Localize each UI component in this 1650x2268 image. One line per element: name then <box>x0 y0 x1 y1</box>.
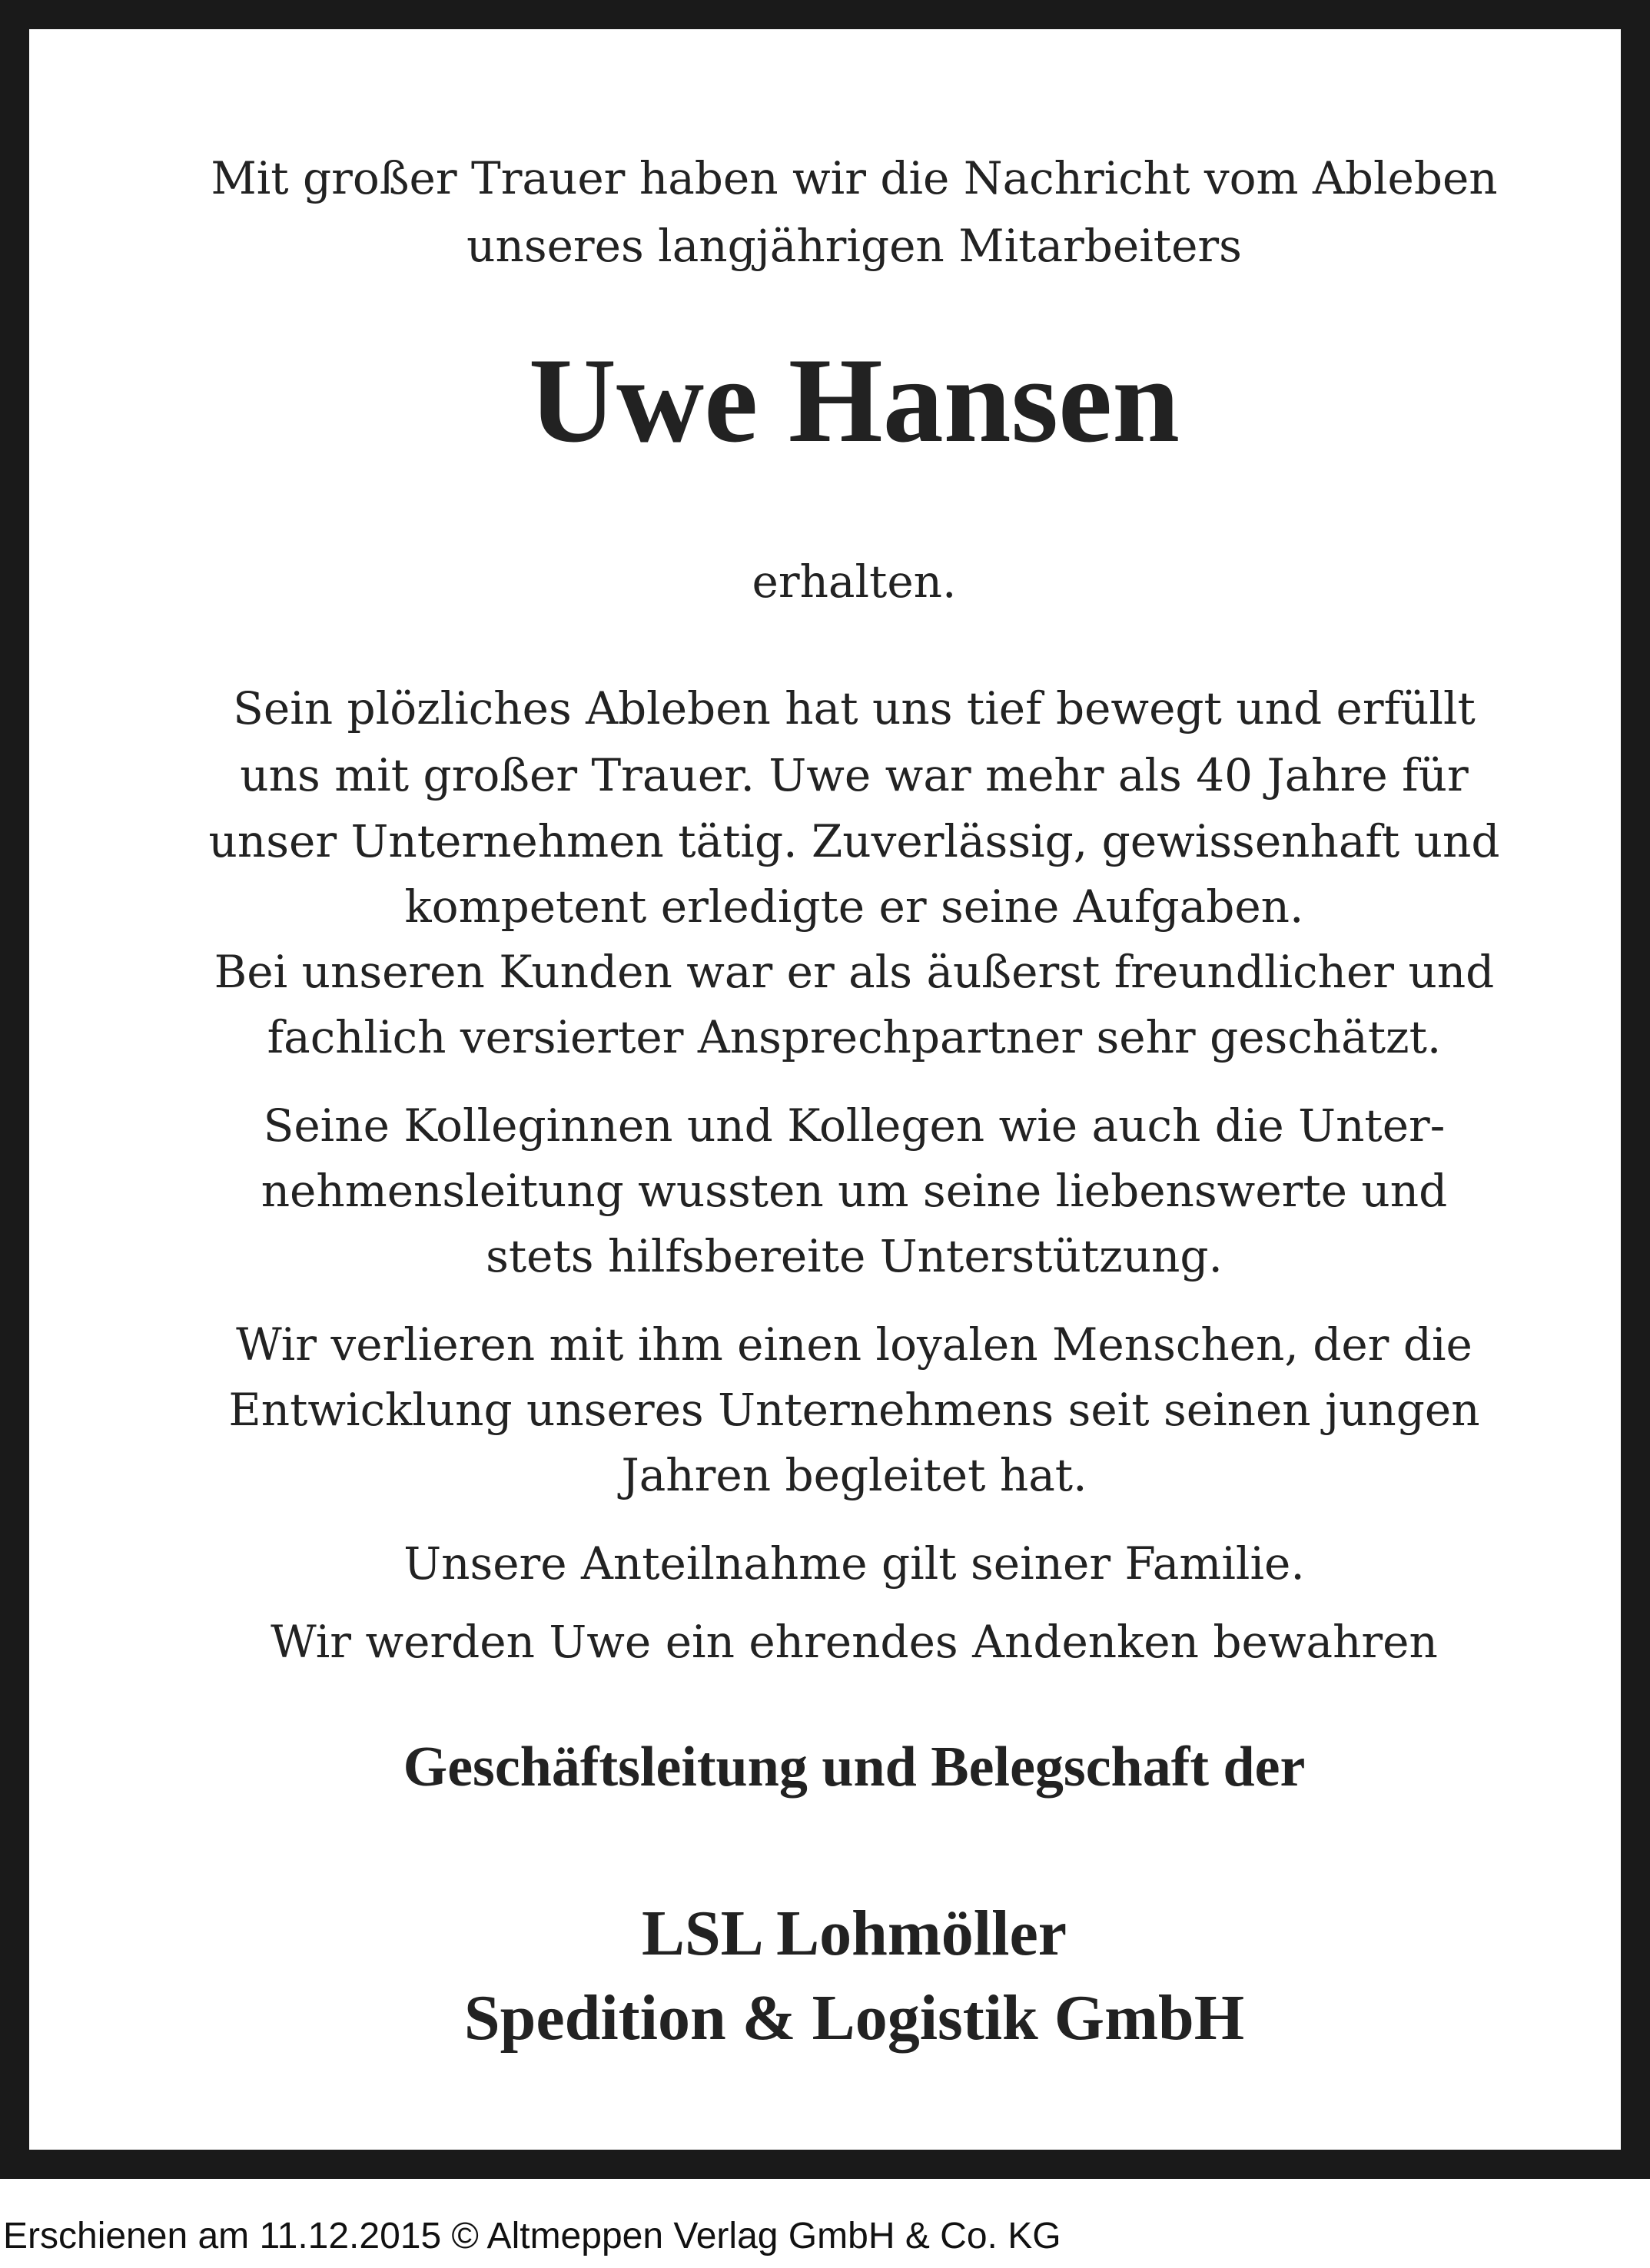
company-name-line-2: Spedition & Logistik GmbH <box>463 1982 1245 2054</box>
paragraph-2-line-1: Seine Kolleginnen und Kollegen wie auch die Unter- <box>263 1099 1446 1152</box>
paragraph-3-line-3: Jahren begleitet hat. <box>621 1449 1087 1501</box>
paragraph-1-line-4: kompetent erledigte er seine Aufgaben. <box>404 880 1304 933</box>
intro-line-1: Mit großer Trauer haben wir die Nachricht vom Ableben <box>211 152 1498 204</box>
paragraph-2-line-3: stets hilfsbereite Unterstützung. <box>486 1230 1223 1282</box>
after-name-text: erhalten. <box>752 555 957 608</box>
paragraph-5-line-1: Wir werden Uwe ein ehrendes Andenken bewahren <box>271 1616 1438 1668</box>
paragraph-2-line-2: nehmensleitung wussten um seine liebenswerte und <box>261 1165 1448 1217</box>
paragraph-1-line-1: Sein plözliches Ableben hat uns tief bewegt und erfüllt <box>233 682 1476 734</box>
paragraph-1-line-5: Bei unseren Kunden war er als äußerst freundlicher und <box>214 946 1495 998</box>
paragraph-1-line-6: fachlich versierter Ansprechpartner sehr geschätzt. <box>267 1011 1442 1063</box>
publication-footer: Erschienen am 11.12.2015 © Altmeppen Verlag GmbH & Co. KG <box>3 2216 1061 2256</box>
intro-line-2: unseres langjährigen Mitarbeiters <box>466 220 1242 272</box>
paragraph-3-line-1: Wir verlieren mit ihm einen loyalen Menschen, der die <box>236 1318 1472 1371</box>
paragraph-3-line-2: Entwicklung unseres Unternehmens seit seinen jungen <box>228 1384 1480 1436</box>
paragraph-1-line-3: unser Unternehmen tätig. Zuverlässig, gewissenhaft und <box>208 815 1500 867</box>
deceased-name: Uwe Hansen <box>528 333 1180 468</box>
paragraph-4-line-1: Unsere Anteilnahme gilt seiner Familie. <box>403 1537 1305 1590</box>
signature-line: Geschäftsleitung und Belegschaft der <box>403 1736 1306 1799</box>
paragraph-1-line-2: uns mit großer Trauer. Uwe war mehr als 40 Jahre für <box>240 749 1469 801</box>
company-name-line-1: LSL Lohmöller <box>641 1898 1067 1969</box>
